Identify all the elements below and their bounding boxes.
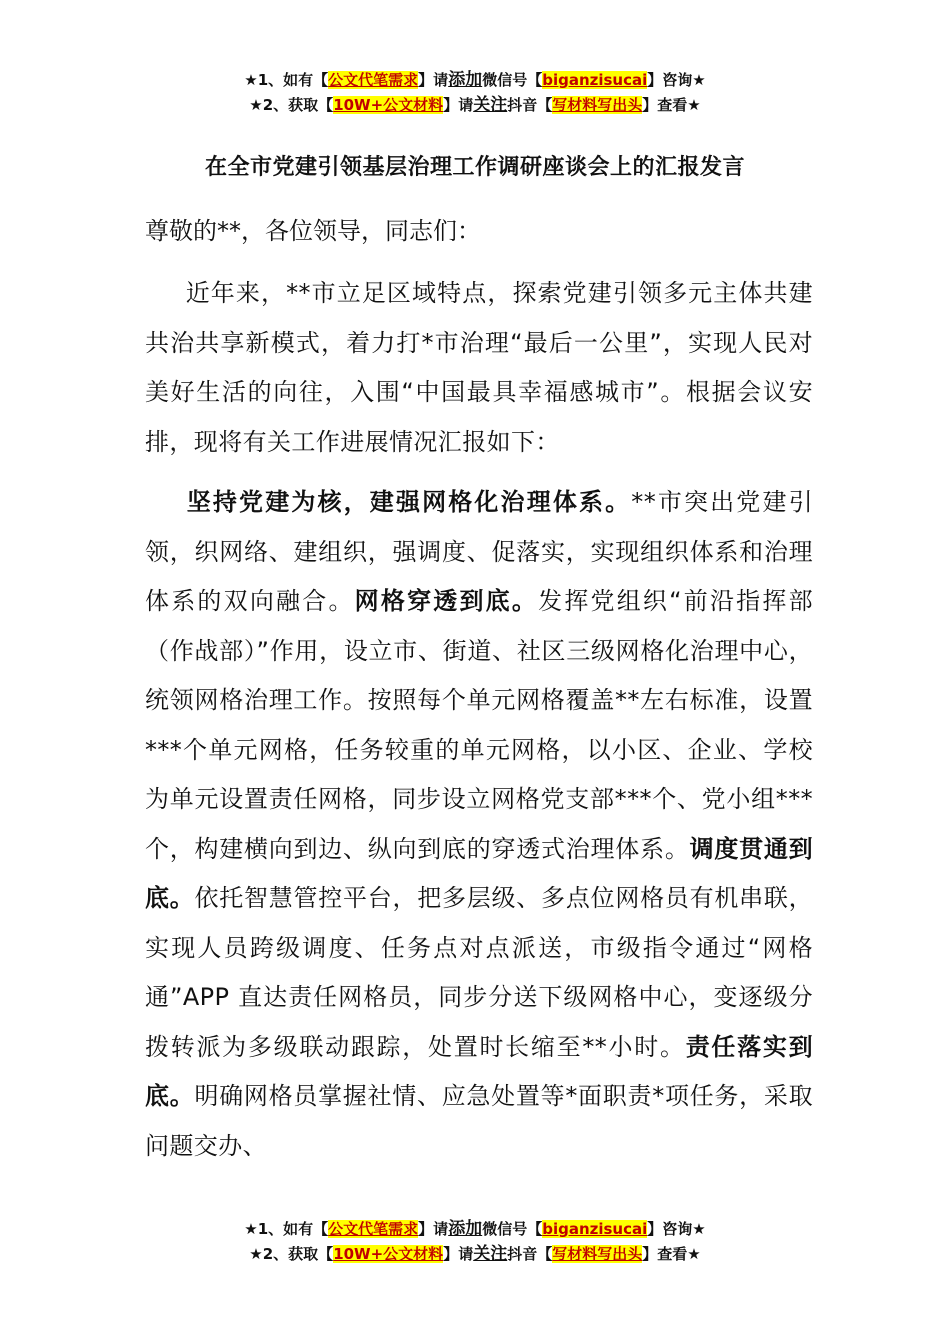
douyin-id: 写材料写出头 — [552, 1245, 643, 1263]
footer-ad-line-2: ★2、获取【10W+公文材料】请关注抖音【写材料写出头】查看★ — [249, 1244, 701, 1264]
paragraph-2: 坚持党建为核，建强网格化治理体系。**市突出党建引领，织网络、建组织，强调度、促落实，实现组织体系和治理体系的双向融合。网格穿透到底。发挥党组织“前沿指挥部（作战部）”作用，设立市、街道、社区三级网格化治理中心，统领网格治理工作。按照每个单元网格覆盖**左右标准，设置***个单元网格，任务较重的单元网格，以小区、企业、学校为单元设置责任网格，同步设立网格党支部***个、党小组***个，构建横向到边、纵向到底的穿透式治理体系。调度贯通到底。依托智慧管控平台，把多层级、多点位网格员有机串联，实现人员跨级调度、任务点对点派送，市级指令通过“网格通”APP 直达责任网格员，同步分送下级网格中心，变逐级分拨转派为多级联动跟踪，处置时长缩至**小时。责任落实到底。明确网格员掌握社情、应急处置等*面职责*项任务，采取问题交办、 — [145, 488, 813, 1160]
bold-subheading: 调度贯通到底。 — [145, 834, 813, 912]
bold-subheading: 责任落实到底。 — [145, 1032, 813, 1110]
wechat-id: biganzisucai — [542, 1220, 648, 1238]
header-ad-line-1: ★1、如有【公文代笔需求】请添加微信号【biganzisucai】咨询★ — [244, 70, 706, 90]
salutation: 尊敬的**，各位领导，同志们： — [145, 217, 481, 245]
highlight-text: 10W+公文材料 — [333, 1245, 444, 1263]
document-title: 在全市党建引领基层治理工作调研座谈会上的汇报发言 — [204, 155, 745, 180]
header-ad-line-2: ★2、获取【10W+公文材料】请关注抖音【写材料写出头】查看★ — [249, 95, 701, 115]
highlight-text: 10W+公文材料 — [333, 96, 444, 114]
footer-ad-line-1: ★1、如有【公文代笔需求】请添加微信号【biganzisucai】咨询★ — [244, 1219, 706, 1239]
bold-subheading: 网格穿透到底。 — [354, 587, 539, 615]
douyin-id: 写材料写出头 — [552, 96, 643, 114]
section-heading: 坚持党建为核，建强网格化治理体系。 — [185, 488, 632, 516]
paragraph-1: 近年来，**市立足区域特点，探索党建引领多元主体共建共治共享新模式，着力打*市治理“最后一公里”，实现人民对美好生活的向往，入围“中国最具幸福感城市”。根据会议安排，现将有关工作进展情况汇报如下： — [145, 279, 813, 456]
wechat-id: biganzisucai — [542, 71, 648, 89]
highlight-text: 公文代笔需求 — [328, 1220, 419, 1238]
header-ad — [0, 68, 950, 118]
highlight-text: 公文代笔需求 — [328, 71, 419, 89]
footer-ad — [0, 1217, 950, 1267]
